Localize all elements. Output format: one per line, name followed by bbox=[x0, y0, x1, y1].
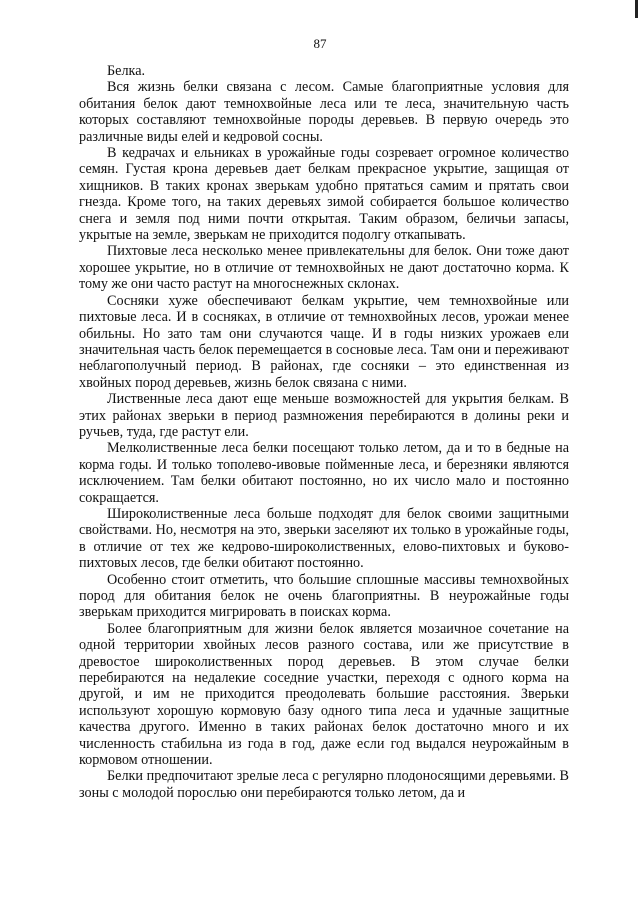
paragraph: Особенно стоит отметить, что большие сплошные массивы темнохвойных пород для обитания белок не очень благоприятны. В неурожайные годы зверькам приходится мигрировать в поисках корма. bbox=[79, 571, 569, 621]
paragraph: Широколиственные леса больше подходят для белок своими защитными свойствами. Но, несмотря на это, зверьки заселяют их только в урожайные годы, в отличие от тех же кедрово-широколиственных, елово-пихтовых и буково-пихтовых лесов, где белки обитают постоянно. bbox=[79, 505, 569, 572]
body-text bbox=[79, 63, 569, 801]
paragraph: Сосняки хуже обеспечивают белкам укрытие, чем темнохвойные или пихтовые леса. И в сосняках, в отличие от темнохвойных лесов, урожаи менее обильны. Но зато там они случаются чаще. И в годы низких урожаев ели значительная часть белок перемещается в сосновые леса. Там они и переживают неблагополучный период. В районах, где сосняки – это единственная из хвойных пород деревьев, жизнь белок связана с ними. bbox=[79, 292, 569, 391]
paragraph: В кедрачах и ельниках в урожайные годы созревает огромное количество семян. Густая крона деревьев дает белкам прекрасное укрытие, защищая от хищников. В таких кронах зверькам удобно прятаться самим и прятать свои гнезда. Кроме того, на таких деревьях зимой собирается большое количество снега и земля под ними почти открытая. Таким образом, беличьи запасы, укрытые на земле, зверькам не приходится подолгу откапывать. bbox=[79, 145, 569, 244]
paragraph: Лиственные леса дают еще меньше возможностей для укрытия белкам. В этих районах зверьки в период размножения перебираются в долины реки и ручьев, туда, где растут ели. bbox=[79, 391, 569, 440]
paragraph: Мелколиственные леса белки посещают только летом, да и то в бедные на корма годы. И только тополево-ивовые пойменные леса, и березняки являются исключением. Там белки обитают постоянно, но их число мало и постоянно сокращается. bbox=[79, 440, 569, 506]
paragraph: Вся жизнь белки связана с лесом. Самые благоприятные условия для обитания белок дают темнохвойные леса или те леса, значительную часть которых составляют темнохвойные породы деревьев. В первую очередь это различные виды елей и кедровой сосны. bbox=[79, 79, 569, 145]
page-number: 87 bbox=[313, 36, 327, 51]
section-heading: Белка. bbox=[107, 63, 146, 79]
scan-edge-mark bbox=[635, 0, 638, 18]
paragraph: Более благоприятным для жизни белок является мозаичное сочетание на одной территории хвойных лесов разного состава, или же присутствие в древостое широколиственных пород деревьев. В этом случае белки перебираются на недалекие соседние участки, переходя с одного корма на другой, и им не приходится преодолевать большие расстояния. Зверьки используют хорошую кормовую базу одного типа леса и удачные защитные качества другого. Именно в таких районах белок достаточно много и их численность стабильна из года в год, даже если год выдался неурожайным в кормовом отношении. bbox=[79, 620, 569, 769]
paragraph: Пихтовые леса несколько менее привлекательны для белок. Они тоже дают хорошее укрытие, но в отличие от темнохвойных не дают достаточно корма. К тому же они часто растут на многоснежных склонах. bbox=[79, 243, 569, 293]
paragraph: Белки предпочитают зрелые леса с регулярно плодоносящими деревьями. В зоны с молодой порослью они перебираются только летом, да и bbox=[79, 768, 569, 801]
